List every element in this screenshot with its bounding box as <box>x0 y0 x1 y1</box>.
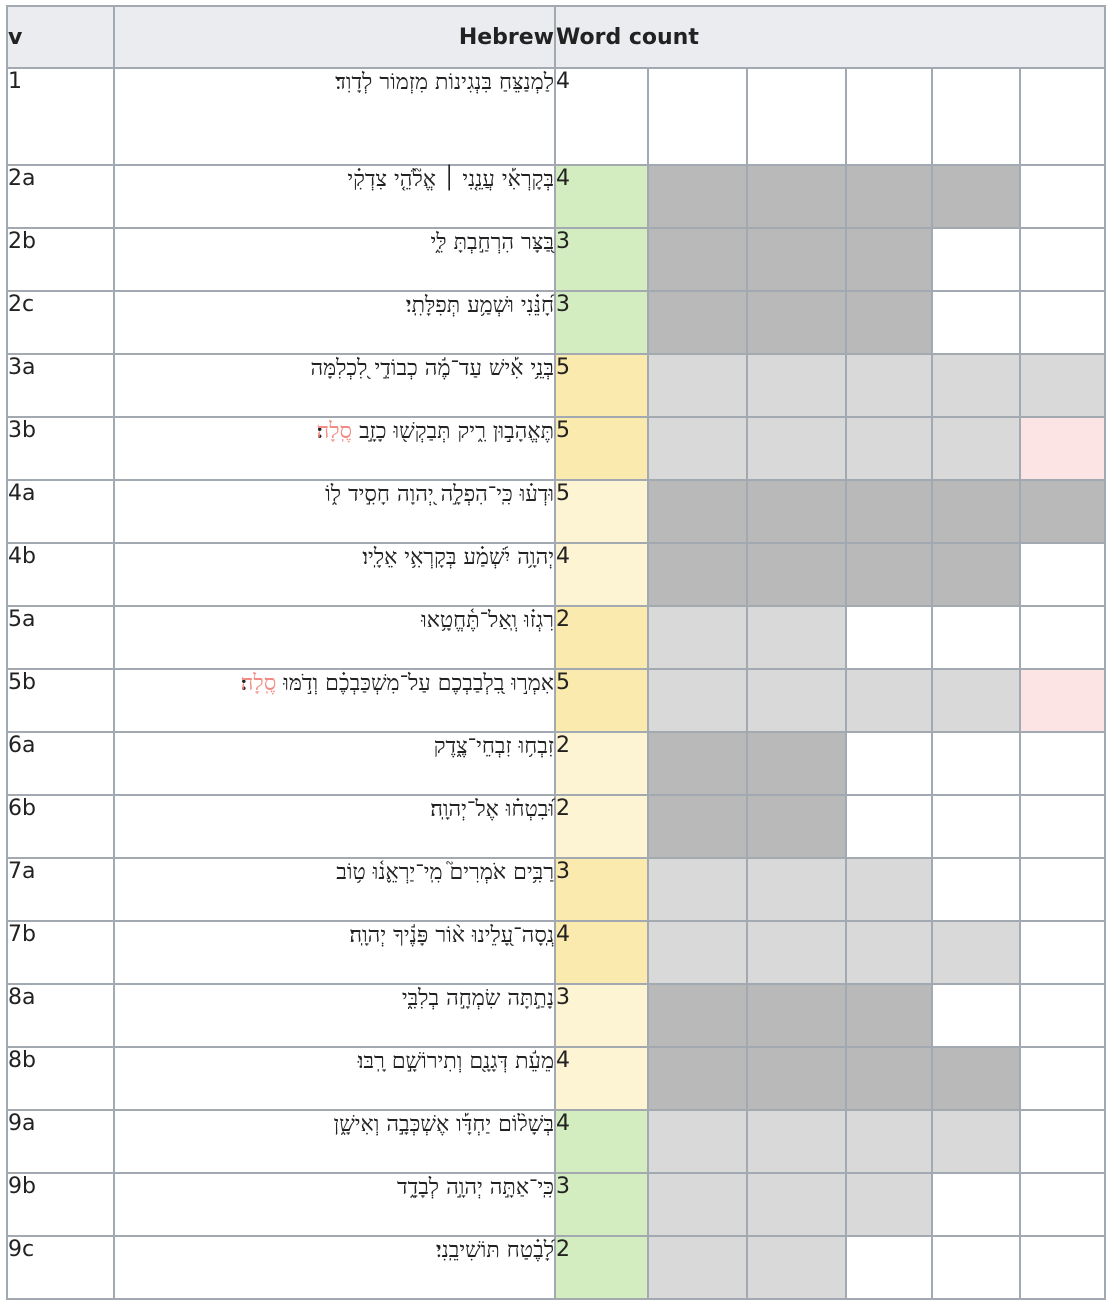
hebrew-cell <box>114 984 555 1047</box>
hebrew-text: לַמְנַצֵּחַ בִּנְגִינוֹת מִזְמוֹר לְדָוִד׃ <box>335 70 554 95</box>
word-bar-cell <box>1020 165 1105 228</box>
hebrew-cell <box>114 1236 555 1299</box>
word-count-table <box>6 5 1106 1300</box>
hebrew-text: כִּֽי־אַתָּ֣ה יְהוָ֣ה לְבָדָ֑ד <box>397 1175 554 1200</box>
table-row <box>7 606 1105 669</box>
word-bar-cell <box>846 669 932 732</box>
word-bar-cell <box>648 795 747 858</box>
verse-cell: 6a <box>7 732 114 795</box>
word-count-cell: 3 <box>555 228 648 291</box>
word-count-cell: 3 <box>555 984 648 1047</box>
hebrew-text: לָ֝בֶ֗טַח תּוֹשִׁיבֵֽנִי׃ <box>435 1238 554 1263</box>
word-bar-cell <box>1020 1047 1105 1110</box>
hebrew-cell <box>114 858 555 921</box>
word-bar-cell <box>846 417 932 480</box>
table-row <box>7 228 1105 291</box>
word-count-cell: 4 <box>555 1110 648 1173</box>
verse-cell: 5b <box>7 669 114 732</box>
word-count-cell: 4 <box>555 68 648 165</box>
table-row <box>7 984 1105 1047</box>
verse-cell: 2a <box>7 165 114 228</box>
hebrew-text: חָ֝נֵּ֗נִי וּשְׁמַ֥ע תְּפִלָּתִֽי׃ <box>405 293 554 318</box>
word-bar-cell <box>648 858 747 921</box>
word-bar-cell <box>747 417 846 480</box>
verse-cell: 2b <box>7 228 114 291</box>
word-bar-cell <box>648 1173 747 1236</box>
selah-word: סֶֽלָה <box>240 671 277 696</box>
word-bar-cell <box>932 1236 1020 1299</box>
word-count-cell: 2 <box>555 732 648 795</box>
word-bar-cell <box>932 921 1020 984</box>
word-bar-cell <box>1020 921 1105 984</box>
word-bar-cell <box>846 795 932 858</box>
hebrew-cell <box>114 543 555 606</box>
verse-cell: 8a <box>7 984 114 1047</box>
word-bar-cell <box>1020 732 1105 795</box>
hebrew-text: בְּנֵ֥י אִ֡ישׁ עַד־מֶ֬ה כְבוֹדִ֣י לִ֭כְלִמָּה <box>310 356 554 381</box>
word-count-cell: 2 <box>555 795 648 858</box>
word-bar-cell <box>1020 417 1105 480</box>
table-row <box>7 354 1105 417</box>
hebrew-cell <box>114 1047 555 1110</box>
word-bar-cell <box>846 1047 932 1110</box>
word-bar-cell <box>846 1110 932 1173</box>
word-bar-cell <box>1020 228 1105 291</box>
hebrew-text: יְהוָ֥ה יִ֝שְׁמַ֗ע בְּקָרְאִ֥י אֵלָֽיו׃ <box>362 545 554 570</box>
word-bar-cell <box>932 68 1020 165</box>
hebrew-cell <box>114 795 555 858</box>
word-bar-cell <box>648 732 747 795</box>
word-bar-cell <box>932 354 1020 417</box>
word-bar-cell <box>846 921 932 984</box>
word-bar-cell <box>1020 68 1105 165</box>
word-count-cell: 2 <box>555 1236 648 1299</box>
word-bar-cell <box>932 858 1020 921</box>
word-bar-cell <box>747 984 846 1047</box>
column-header-hebrew: Hebrew <box>114 6 555 68</box>
word-bar-cell <box>932 1110 1020 1173</box>
word-bar-cell <box>648 354 747 417</box>
word-bar-cell <box>932 984 1020 1047</box>
word-bar-cell <box>747 291 846 354</box>
word-bar-cell <box>846 984 932 1047</box>
table-row <box>7 732 1105 795</box>
word-bar-cell <box>648 1236 747 1299</box>
word-bar-cell <box>648 606 747 669</box>
word-bar-cell <box>747 669 846 732</box>
verse-cell: 5a <box>7 606 114 669</box>
verse-cell: 7a <box>7 858 114 921</box>
hebrew-cell <box>114 68 555 165</box>
word-bar-cell <box>648 480 747 543</box>
word-bar-cell <box>1020 606 1105 669</box>
word-bar-cell <box>932 795 1020 858</box>
word-bar-cell <box>932 1047 1020 1110</box>
table-row <box>7 921 1105 984</box>
word-bar-cell <box>1020 543 1105 606</box>
column-header-word-count: Word count <box>555 6 1105 68</box>
hebrew-text: נְֽסָה־עָ֭לֵינוּ א֨וֹר פָּנֶ֬יךָ יְהוָֽה׃ <box>349 923 554 948</box>
word-bar-cell <box>932 606 1020 669</box>
hebrew-cell <box>114 354 555 417</box>
word-bar-cell <box>648 228 747 291</box>
hebrew-text: רִגְז֗וּ וְֽאַל־תֶּ֫חֱטָ֥אוּ <box>421 608 554 633</box>
word-bar-cell <box>648 165 747 228</box>
hebrew-cell <box>114 165 555 228</box>
table-row <box>7 1110 1105 1173</box>
word-bar-cell <box>747 480 846 543</box>
hebrew-cell <box>114 417 555 480</box>
word-count-cell: 5 <box>555 669 648 732</box>
word-bar-cell <box>648 291 747 354</box>
verse-cell: 9c <box>7 1236 114 1299</box>
word-bar-cell <box>747 354 846 417</box>
hebrew-text: אִמְר֣וּ בִ֭לְבַבְכֶם עַל־מִשְׁכַּבְכֶ֗ם וְדֹ֣מּוּ <box>283 671 554 696</box>
hebrew-text: וּ֝בִטְח֗וּ אֶל־יְהוָֽה׃ <box>430 797 554 822</box>
word-bar-cell <box>747 795 846 858</box>
column-header-v: v <box>7 6 114 68</box>
word-bar-cell <box>648 984 747 1047</box>
word-count-cell: 4 <box>555 543 648 606</box>
header-row <box>7 6 1105 68</box>
word-bar-cell <box>747 606 846 669</box>
hebrew-text: רַבִּ֥ים אֹמְרִים֮ מִֽי־יַרְאֵ֪נ֫וּ ט֥וֹב <box>336 860 554 885</box>
verse-cell: 1 <box>7 68 114 165</box>
verse-cell: 6b <box>7 795 114 858</box>
word-count-cell: 4 <box>555 165 648 228</box>
table-row <box>7 669 1105 732</box>
word-bar-cell <box>1020 1236 1105 1299</box>
hebrew-cell <box>114 1110 555 1173</box>
word-bar-cell <box>648 543 747 606</box>
word-bar-cell <box>846 858 932 921</box>
word-bar-cell <box>846 606 932 669</box>
word-bar-cell <box>932 417 1020 480</box>
table-row <box>7 1047 1105 1110</box>
word-bar-cell <box>747 858 846 921</box>
word-bar-cell <box>932 669 1020 732</box>
word-bar-cell <box>846 354 932 417</box>
word-bar-cell <box>747 165 846 228</box>
word-bar-cell <box>747 1047 846 1110</box>
table-body <box>7 68 1105 1299</box>
word-bar-cell <box>1020 480 1105 543</box>
table-row <box>7 795 1105 858</box>
hebrew-cell <box>114 480 555 543</box>
word-bar-cell <box>747 1173 846 1236</box>
table-row <box>7 1236 1105 1299</box>
table-row <box>7 165 1105 228</box>
word-bar-cell <box>1020 669 1105 732</box>
word-bar-cell <box>932 228 1020 291</box>
hebrew-text: זִבְח֥וּ זִבְחֵי־צֶ֑דֶק <box>433 734 554 759</box>
word-bar-cell <box>846 480 932 543</box>
table-row <box>7 858 1105 921</box>
word-bar-cell <box>1020 858 1105 921</box>
word-bar-cell <box>932 732 1020 795</box>
word-bar-cell <box>747 228 846 291</box>
verse-cell: 9b <box>7 1173 114 1236</box>
word-bar-cell <box>846 228 932 291</box>
word-count-cell: 5 <box>555 354 648 417</box>
word-count-cell: 5 <box>555 480 648 543</box>
word-bar-cell <box>846 68 932 165</box>
word-bar-cell <box>846 291 932 354</box>
word-count-cell: 3 <box>555 1173 648 1236</box>
word-bar-cell <box>747 1110 846 1173</box>
table-row <box>7 480 1105 543</box>
word-bar-cell <box>648 1110 747 1173</box>
verse-cell: 8b <box>7 1047 114 1110</box>
word-bar-cell <box>648 921 747 984</box>
word-bar-cell <box>1020 984 1105 1047</box>
verse-cell: 7b <box>7 921 114 984</box>
word-bar-cell <box>846 543 932 606</box>
word-bar-cell <box>932 543 1020 606</box>
word-bar-cell <box>1020 1173 1105 1236</box>
hebrew-cell <box>114 291 555 354</box>
table-row <box>7 1173 1105 1236</box>
hebrew-cell <box>114 732 555 795</box>
hebrew-cell <box>114 1173 555 1236</box>
hebrew-cell <box>114 921 555 984</box>
verse-cell: 9a <box>7 1110 114 1173</box>
table-row <box>7 417 1105 480</box>
hebrew-text: מֵעֵ֬ת דְּגָנָ֖ם וְתִירוֹשָׁ֣ם רָֽבּוּ׃ <box>357 1049 554 1074</box>
word-bar-cell <box>932 165 1020 228</box>
word-bar-cell <box>1020 354 1105 417</box>
word-bar-cell <box>1020 291 1105 354</box>
word-bar-cell <box>846 165 932 228</box>
word-bar-cell <box>747 68 846 165</box>
verse-cell: 4a <box>7 480 114 543</box>
word-bar-cell <box>846 1236 932 1299</box>
word-bar-cell <box>747 543 846 606</box>
word-bar-cell <box>932 1173 1020 1236</box>
word-bar-cell <box>648 1047 747 1110</box>
word-bar-cell <box>846 732 932 795</box>
word-bar-cell <box>846 1173 932 1236</box>
word-bar-cell <box>648 417 747 480</box>
hebrew-text: תֶּאֱהָב֣וּן רִ֑יק תְּבַקְשׁ֖וּ כָזָ֣ב <box>359 419 554 444</box>
word-count-cell: 4 <box>555 921 648 984</box>
word-count-cell: 3 <box>555 858 648 921</box>
word-bar-cell <box>747 732 846 795</box>
hebrew-text: בַּ֭צָּר הִרְחַ֣בְתָּ לִּ֑י <box>430 230 554 255</box>
table-row <box>7 291 1105 354</box>
word-bar-cell <box>747 1236 846 1299</box>
verse-cell: 4b <box>7 543 114 606</box>
word-bar-cell <box>932 480 1020 543</box>
table-row <box>7 543 1105 606</box>
table-row <box>7 68 1105 165</box>
word-bar-cell <box>648 669 747 732</box>
word-bar-cell <box>747 921 846 984</box>
word-bar-cell <box>648 68 747 165</box>
hebrew-cell <box>114 606 555 669</box>
word-count-cell: 5 <box>555 417 648 480</box>
verse-cell: 3a <box>7 354 114 417</box>
word-bar-cell <box>1020 795 1105 858</box>
hebrew-text: בְּשָׁל֨וֹם יַחְדָּ֡ו אֶשְׁכְּבָ֣ה וְאִישָׁ֑ן <box>333 1112 554 1137</box>
verse-cell: 3b <box>7 417 114 480</box>
verse-cell: 2c <box>7 291 114 354</box>
word-bar-cell <box>1020 1110 1105 1173</box>
word-bar-cell <box>932 291 1020 354</box>
word-count-cell: 2 <box>555 606 648 669</box>
hebrew-cell <box>114 228 555 291</box>
word-count-cell: 4 <box>555 1047 648 1110</box>
word-count-cell: 3 <box>555 291 648 354</box>
hebrew-cell <box>114 669 555 732</box>
hebrew-text: נָתַ֣תָּה שִׂמְחָ֣ה בְלִבִּ֑י <box>401 986 554 1011</box>
hebrew-text: וּדְע֗וּ כִּֽי־הִפְלָ֣ה יְ֭הוָה חָסִ֣יד ל֑וֹ <box>325 482 554 507</box>
selah-word: סֶֽלָה <box>316 419 353 444</box>
hebrew-text: בְּקָרְאִ֡י עֲנֵ֤נִי ׀ אֱלֹ֘הֵ֤י צִדְקִ֗י <box>347 167 554 192</box>
